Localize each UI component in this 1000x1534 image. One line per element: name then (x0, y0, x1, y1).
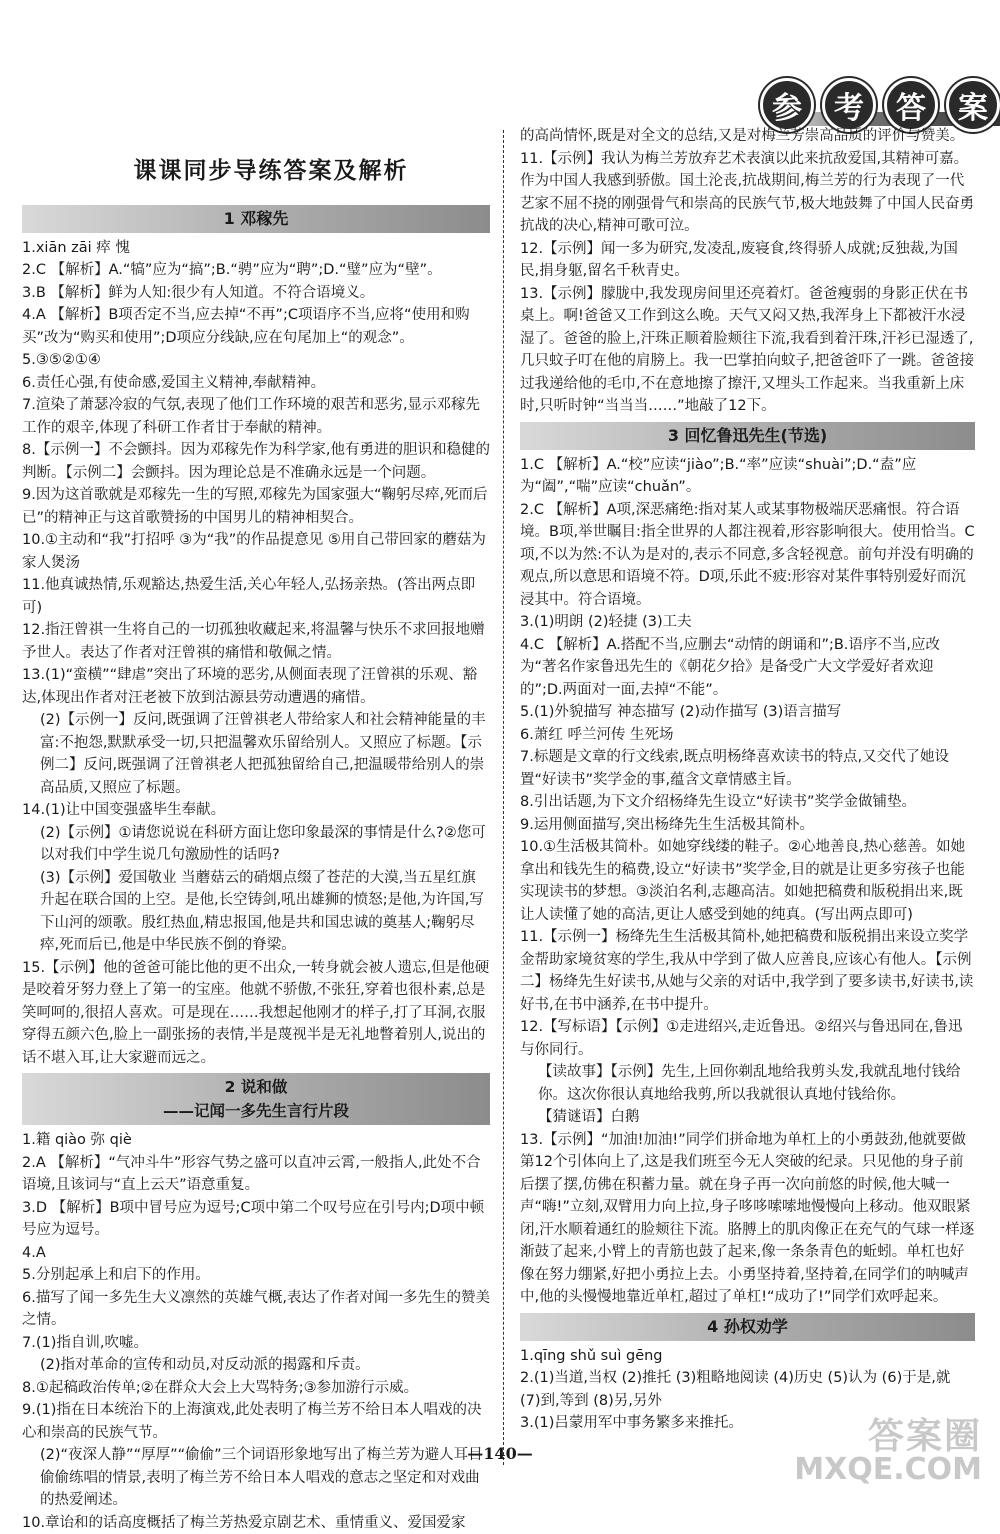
answer-item: 6.萧红 呼兰河传 生死场 (520, 724, 975, 747)
answer-item: 2.(1)当道,当权 (2)推托 (3)粗略地阅读 (4)历史 (5)认为 (6)于是,就 (7)到,等到 (8)另,另外 (520, 1367, 975, 1412)
watermark-line: 答案圈 (794, 1419, 982, 1455)
header-answer-badges (760, 78, 1000, 132)
section-heading: 4 孙权劝学 (520, 1313, 975, 1341)
answer-item: 10.章诒和的话高度概括了梅兰芳热爱京剧艺术、重情重义、爱国爱家 (22, 1512, 490, 1534)
answer-item: 4.A 【解析】B项否定不当,应去掉“不再”;C项语序不当,应将“使用和购买”改为“购买和使用”;D项应分线缺,应在句尾加上“的观念”。 (22, 304, 490, 349)
section-heading: 1 邓稼先 (22, 205, 490, 233)
answer-item: (2)“夜深人静”“厚厚”“偷偷”三个词语形象地写出了梅兰芳为避人耳目偷偷练唱的情景,表明了梅兰芳不给日本人唱戏的意志之坚定和对戏曲的热爱阐述。 (22, 1444, 490, 1512)
answer-item: 3.(1)明朗 (2)轻捷 (3)工夫 (520, 611, 975, 634)
answer-item: 15.【示例】他的爸爸可能比他的更不出众,一转身就会被人遗忘,但是他硬是咬着牙努力登上了第一的宝座。他就不骄傲,不张狂,穿着也很朴素,总是笑呵呵的,很招人喜欢。可是现在……我想起他刚才的样子,打了耳洞,衣服穿得五颜六色,脸上一副张扬的表情,半是蔑视半是无礼地瞥着别人,说出的话不堪入耳,让大家避而远之。 (22, 957, 490, 1070)
answer-item: 3.(1)吕蒙用军中事务繁多来推托。 (520, 1412, 975, 1435)
answer-item: 3.D 【解析】B项中冒号应为逗号;C项中第二个叹号应在引号内;D项中顿号应为逗号。 (22, 1197, 490, 1242)
answer-item: (2)【示例一】反问,既强调了汪曾祺老人带给家人和社会精神能量的丰富:不抱怨,默默承受一切,只把温馨欢乐留给别人。又照应了标题。【示例二】反问,既强调了汪曾祺老人把孤独留给自己,把温暖带给别人的崇高品质,又照应了标题。 (22, 709, 490, 799)
answer-item: 6.责任心强,有使命感,爱国主义精神,奉献精神。 (22, 372, 490, 395)
answer-item: 12.【写标语】【示例】①走进绍兴,走近鲁迅。②绍兴与鲁迅同在,鲁迅与你同行。 (520, 1016, 975, 1061)
answer-item: 11.【示例】我认为梅兰芳放弃艺术表演以此来抗敌爱国,其精神可嘉。作为中国人我感到骄傲。国土沦丧,抗战期间,梅兰芳的行为表现了一代艺家不屈不挠的刚强骨气和崇高的民族气节,极大地鼓舞了中国人民奋勇抗战的决心,精神可歌可泣。 (520, 148, 975, 238)
header-badge: 答 (884, 78, 938, 132)
answer-item: 13.【示例】朦胧中,我发现房间里还亮着灯。爸爸瘦弱的身影正伏在书桌上。啊!爸爸又工作到这么晚。天气又闷又热,我浑身上下都被汗水浸湿了。爸爸的脸上,汗珠正顺着脸颊往下流,我看到着汗珠,汗衫已湿透了,几只蚊子叮在他的肩膀上。我一巴掌拍向蚊子,把爸爸吓了一跳。爸爸接过我递给他的毛巾,不在意地擦了擦汗,又埋头工作起来。当我重新上床时,只听时钟“当当当……”地敲了12下。 (520, 283, 975, 418)
answer-item: (2)【示例】①请您说说在科研方面让您印象最深的事情是什么?②您可以对我们中学生说几句激励性的话吗? (22, 822, 490, 867)
answer-item: 8.引出话题,为下文介绍杨绛先生设立“好读书”奖学金做铺垫。 (520, 791, 975, 814)
answer-item: 7.标题是文章的行文线索,既点明杨绛喜欢读书的特点,又交代了她设置“好读书”奖学金的事,蕴含文章情感主旨。 (520, 746, 975, 791)
answer-item: 8.【示例一】不会颤抖。因为邓稼先作为科学家,他有勇进的胆识和稳健的判断。【示例二】会颤抖。因为理论总是不准确永远是一个问题。 (22, 439, 490, 484)
answer-item: 8.①起稿政治传单;②在群众大会上大骂特务;③参加游行示威。 (22, 1377, 490, 1400)
page-number: —140— (0, 1444, 1000, 1463)
answer-list (22, 1129, 490, 1534)
header-badge: 参 (760, 78, 814, 132)
answer-list (22, 237, 490, 1070)
answer-item: 10.①主动和“我”打招呼 ③为“我”的作品提意见 ⑤用自己带回家的蘑菇为家人煲汤 (22, 529, 490, 574)
answer-item: 11.【示例一】杨绛先生生活极其简朴,她把稿费和版税捐出来设立奖学金帮助家境贫寒的学生,我从中学到了做人应善良,应该心有他人。【示例二】杨绛先生好读书,从她与父亲的对话中,我学到了要多读书,好读书,读好书,在书中涵养,在书中提升。 (520, 926, 975, 1016)
answer-list (520, 454, 975, 1309)
answer-item: 1.籍 qiào 弥 qiè (22, 1129, 490, 1152)
answer-item: 2.C 【解析】A项,深恶痛绝:指对某人或某事物极端厌恶痛恨。符合语境。B项,举世瞩目:指全世界的人都注视着,形容影响很大。使用恰当。C项,不以为然:不认为是对的,表示不同意,多含轻视意。前句并没有明确的观点,所以意思和语境不符。D项,乐此不疲:形容对某件事特别爱好而沉浸其中。符合语境。 (520, 499, 975, 612)
answer-item: 5.③⑤②①④ (22, 349, 490, 372)
answer-item: 【读故事】【示例】先生,上回你剃乱地给我剪头发,我就乱地付钱给你。这次你很认真地给我剪,所以我就很认真地付钱给你。 (520, 1061, 975, 1106)
answer-item: 1.qīng shǔ suì gēng (520, 1345, 975, 1368)
answer-item: 3.B 【解析】鲜为人知:很少有人知道。不符合语境义。 (22, 282, 490, 305)
answer-item: 7.(1)指自训,吹嘘。 (22, 1332, 490, 1355)
section-title: 2 说和做 (22, 1075, 490, 1099)
answer-item: 5.(1)外貌描写 神态描写 (2)动作描写 (3)语言描写 (520, 701, 975, 724)
answer-item: 【猜谜语】白鹅 (520, 1106, 975, 1129)
answer-item: 12.【示例】闻一多为研究,发凌乱,废寝食,终得骄人成就;反独裁,为国民,捐身躯,留名千秋青史。 (520, 238, 975, 283)
page-title: 课课同步导练答案及解析 (52, 160, 490, 183)
column-divider (503, 130, 504, 1465)
answer-item: 9.(1)指在日本统治下的上海演戏,此处表明了梅兰芳不给日本人唱戏的决心和崇高的民族气节。 (22, 1399, 490, 1444)
answer-item: 13.(1)“蛮横”“肆虐”突出了环境的恶劣,从侧面表现了汪曾祺的乐观、豁达,体现出作者对汪老被下放到沽源县劳动遭遇的痛惜。 (22, 664, 490, 709)
answer-item: 的高尚情怀,既是对全文的总结,又是对梅兰芳崇高品质的评价与赞美。 (520, 125, 975, 148)
watermark-logo (794, 1419, 982, 1485)
answer-item: 5.分别起承上和启下的作用。 (22, 1264, 490, 1287)
answer-item: 6.描写了闻一多先生大义凛然的英雄气概,表达了作者对闻一多先生的赞美之情。 (22, 1287, 490, 1332)
answer-item: 12.指汪曾祺一生将自己的一切孤独收藏起来,将温馨与快乐不求回报地赠予世人。表达了作者对汪曾祺的痛惜和敬佩之情。 (22, 619, 490, 664)
answer-item: 13.【示例】“加油!加油!”同学们拼命地为单杠上的小勇鼓劲,他就要做第12个引体向上了,这是我们班至今无人突破的纪录。只见他的身子前后摆了摆,仿佛在积蓄力量。就在身子再一次向前悠的时候,他大喊一声“嗨!”立刻,双臂用力向上拉,身子哆哆嗦嗦地慢慢向上移动。他双眼紧闭,汗水顺着通红的脸颊往下流。胳膊上的肌肉像正在充气的气球一样逐渐鼓了起来,小臂上的青筋也鼓了起来,像一条条青色的蚯蚓。单杠也好像在努力绷紧,好把小勇拉上去。小勇坚持着,坚持着,在同学们的呐喊声中,他的头慢慢地靠近单杠,超过了单杠!“成功了!”同学们欢呼起来。 (520, 1129, 975, 1309)
answer-item: 7.渲染了萧瑟冷寂的气氛,表现了他们工作环境的艰苦和恶劣,显示邓稼先工作的艰辛,体现了科研工作者甘于奉献的精神。 (22, 394, 490, 439)
answer-item: 4.A (22, 1242, 490, 1265)
right-column (520, 125, 975, 1435)
header-badge: 考 (822, 78, 876, 132)
section-heading: 3 回忆鲁迅先生(节选) (520, 422, 975, 450)
answer-item: 10.①生活极其简朴。如她穿线缕的鞋子。②心地善良,热心慈善。如她拿出和钱先生的稿费,设立“好读书”奖学金,目的就是让更多穷孩子也能实现读书的梦想。③淡泊名利,志趣高洁。如她把稿费和版税捐出来,既让人读懂了她的高洁,更让人感受到她的纯真。(写出两点即可) (520, 836, 975, 926)
answer-item: 2.C 【解析】A.“犒”应为“搞”;B.“骋”应为“聘”;D.“璧”应为“壁”。 (22, 259, 490, 282)
answer-item: (2)指对革命的宣传和动员,对反动派的揭露和斥责。 (22, 1354, 490, 1377)
answer-item: (3)【示例】爱国敬业 当蘑菇云的硝烟点缀了苍茫的大漠,当五星红旗升起在联合国的上空。是他,长空铸剑,吼出雄狮的愤怒;是他,为许国,写下山河的颂歌。殷红热血,精忠报国,他是共和国忠诚的奠基人;鞠躬尽瘁,死而后已,他是中华民族不倒的脊梁。 (22, 867, 490, 957)
answer-item: 9.因为这首歌就是邓稼先一生的写照,邓稼先为国家强大“鞠躬尽瘁,死而后已”的精神正与这首歌赞扬的中国男儿的精神相契合。 (22, 484, 490, 529)
answer-item: 14.(1)让中国变强盛毕生奉献。 (22, 799, 490, 822)
answer-item: 1.xiān zāi 瘁 愧 (22, 237, 490, 260)
header-badge: 案 (946, 78, 1000, 132)
answer-item: 1.C 【解析】A.“校”应读“jiào”;B.“率”应读“shuài”;D.“盍”应为“阖”,“喘”应读“chuǎn”。 (520, 454, 975, 499)
left-column (22, 160, 490, 1534)
answer-item: 9.运用侧面描写,突出杨绛先生生活极其简朴。 (520, 814, 975, 837)
answer-list (520, 125, 975, 418)
answer-item: 4.C 【解析】A.搭配不当,应删去“动情的朗诵和”;B.语序不当,应改为“著名作家鲁迅先生的《朝花夕拾》是备受广大文学爱好者欢迎的”;D.两面对一面,去掉“不能”。 (520, 634, 975, 702)
section-heading (22, 1073, 490, 1125)
answer-item: 2.A 【解析】“气冲斗牛”形容气势之盛可以直冲云霄,一般指人,此处不合语境,且该词与“直上云天”语意重复。 (22, 1152, 490, 1197)
section-subtitle: ——记闻一多先生言行片段 (22, 1099, 490, 1123)
watermark-line: MXQE.COM (794, 1455, 982, 1485)
answer-item: 11.他真诚热情,乐观豁达,热爱生活,关心年轻人,弘扬亲热。(答出两点即可) (22, 574, 490, 619)
